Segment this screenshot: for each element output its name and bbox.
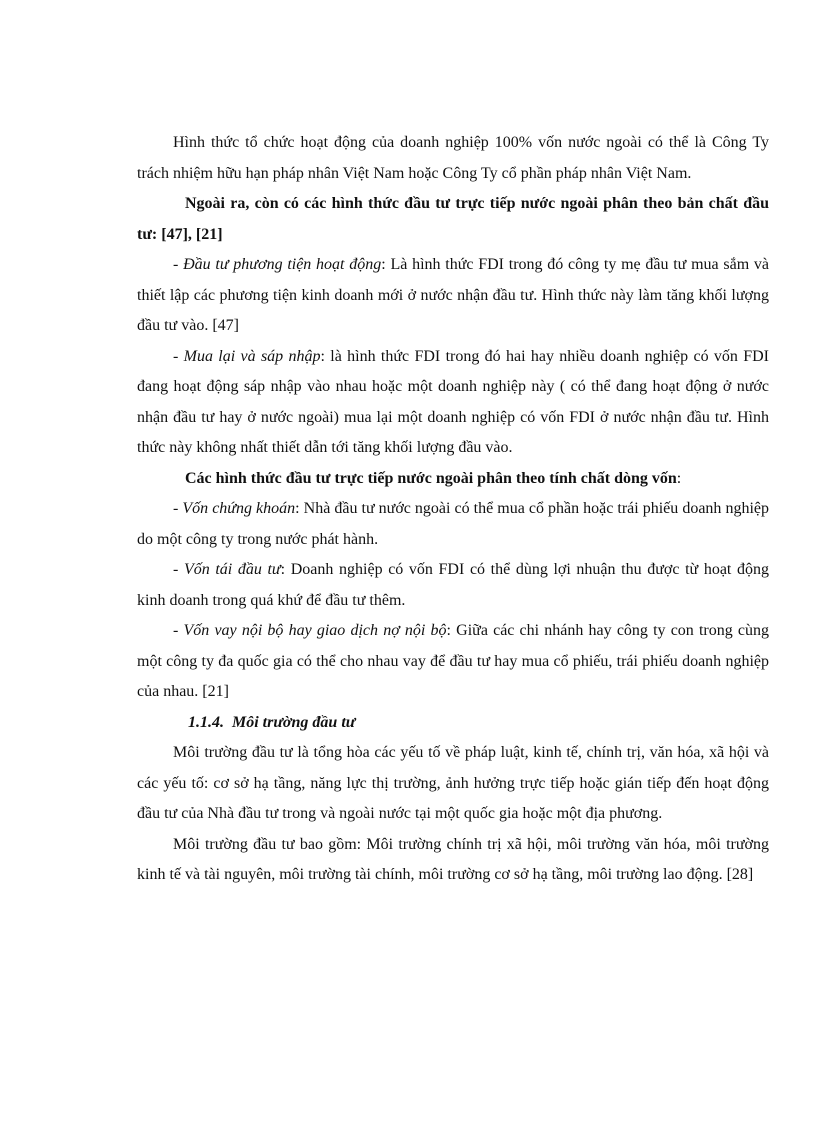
term-securities-capital: Vốn chứng khoán bbox=[182, 500, 296, 517]
section-number: 1.1.4. bbox=[188, 713, 224, 731]
dash-marker: - bbox=[173, 622, 184, 639]
text-merger-acquisition: : là hình thức FDI trong đó hai hay nhiều doanh nghiệp có vốn FDI đang hoạt động sáp nhập vào nhau hoặc một doanh nghiệp này ( có thể đang hoạt động ở nước nhận đầu tư hay ở nước ngoài) mua lại một doanh nghiệp có vốn FDI ở nước nhận đầu tư. Hình thức này không nhất thiết dẫn tới tăng khối lượng đầu vào. bbox=[137, 347, 770, 456]
paragraph-reinvestment-capital bbox=[137, 555, 769, 616]
text-reinvestment-capital: : Doanh nghiệp có vốn FDI có thể dùng lợi nhuận thu được từ hoạt động kinh doanh trong quá khứ để đầu tư thêm. bbox=[137, 561, 769, 609]
section-heading bbox=[137, 708, 769, 739]
term-merger-acquisition: Mua lại và sáp nhập bbox=[183, 347, 321, 365]
paragraph-merger-acquisition bbox=[137, 342, 769, 464]
paragraph-investment-environment-definition: Môi trường đầu tư là tổng hòa các yếu tố về pháp luật, kinh tế, chính trị, văn hóa, xã hội và các yếu tố: cơ sở hạ tầng, năng lực thị trường, ảnh hưởng trực tiếp hoặc gián tiếp đến hoạt động đầu tư của Nhà đầu tư trong và ngoài nước tại một quốc gia hoặc một địa phương. bbox=[137, 744, 769, 822]
term-reinvestment-capital: Vốn tái đầu tư bbox=[183, 561, 281, 578]
bold-capital-flow: Các hình thức đầu tư trực tiếp nước ngoài phân theo tính chất dòng vốn bbox=[185, 469, 677, 487]
text-securities-capital: : Nhà đầu tư nước ngoài có thể mua cổ phần hoặc trái phiếu doanh nghiệp do một công ty trong nước phát hành. bbox=[137, 500, 770, 548]
text-internal-loans: : Giữa các chi nhánh hay công ty con trong cùng một công ty đa quốc gia có thể cho nhau vay để đầu tư hay mua cổ phiếu, trái phiếu doanh nghiệp của nhau. [21] bbox=[137, 622, 770, 700]
paragraph-enterprise-forms: Hình thức tổ chức hoạt động của doanh nghiệp 100% vốn nước ngoài có thể là Công Ty trách nhiệm hữu hạn pháp nhân Việt Nam hoặc Công Ty cổ phần pháp nhân Việt Nam. bbox=[137, 134, 769, 182]
paragraph-internal-loans bbox=[137, 616, 769, 708]
paragraph-operational-investment bbox=[137, 250, 769, 342]
dash-marker: - bbox=[173, 561, 184, 578]
paragraph-investment-environment-components: Môi trường đầu tư bao gồm: Môi trường chính trị xã hội, môi trường văn hóa, môi trường kinh tế và tài nguyên, môi trường tài chính, môi trường cơ sở hạ tầng, môi trường lao động. [28] bbox=[137, 835, 769, 883]
paragraph-fdi-by-capital-flow bbox=[137, 464, 769, 495]
paragraph-securities-capital bbox=[137, 494, 769, 555]
dash-marker: - bbox=[173, 256, 184, 273]
term-operational-investment: Đầu tư phương tiện hoạt động bbox=[183, 256, 382, 273]
text-operational-investment: : Là hình thức FDI trong đó công ty mẹ đầu tư mua sắm và thiết lập các phương tiện kinh doanh mới ở nước nhận đầu tư. Hình thức này làm tăng khối lượng đầu tư vào. [47] bbox=[137, 256, 769, 334]
section-title: Môi trường đầu tư bbox=[232, 713, 356, 731]
dash-marker: - bbox=[173, 500, 183, 517]
paragraph-fdi-by-nature: Ngoài ra, còn có các hình thức đầu tư trực tiếp nước ngoài phân theo bản chất đầu tư: [47], [21] bbox=[137, 195, 769, 243]
document-page bbox=[137, 128, 769, 891]
dash-marker: - bbox=[173, 347, 184, 365]
colon: : bbox=[676, 469, 682, 487]
term-internal-loans: Vốn vay nội bộ hay giao dịch nợ nội bộ bbox=[183, 622, 447, 639]
